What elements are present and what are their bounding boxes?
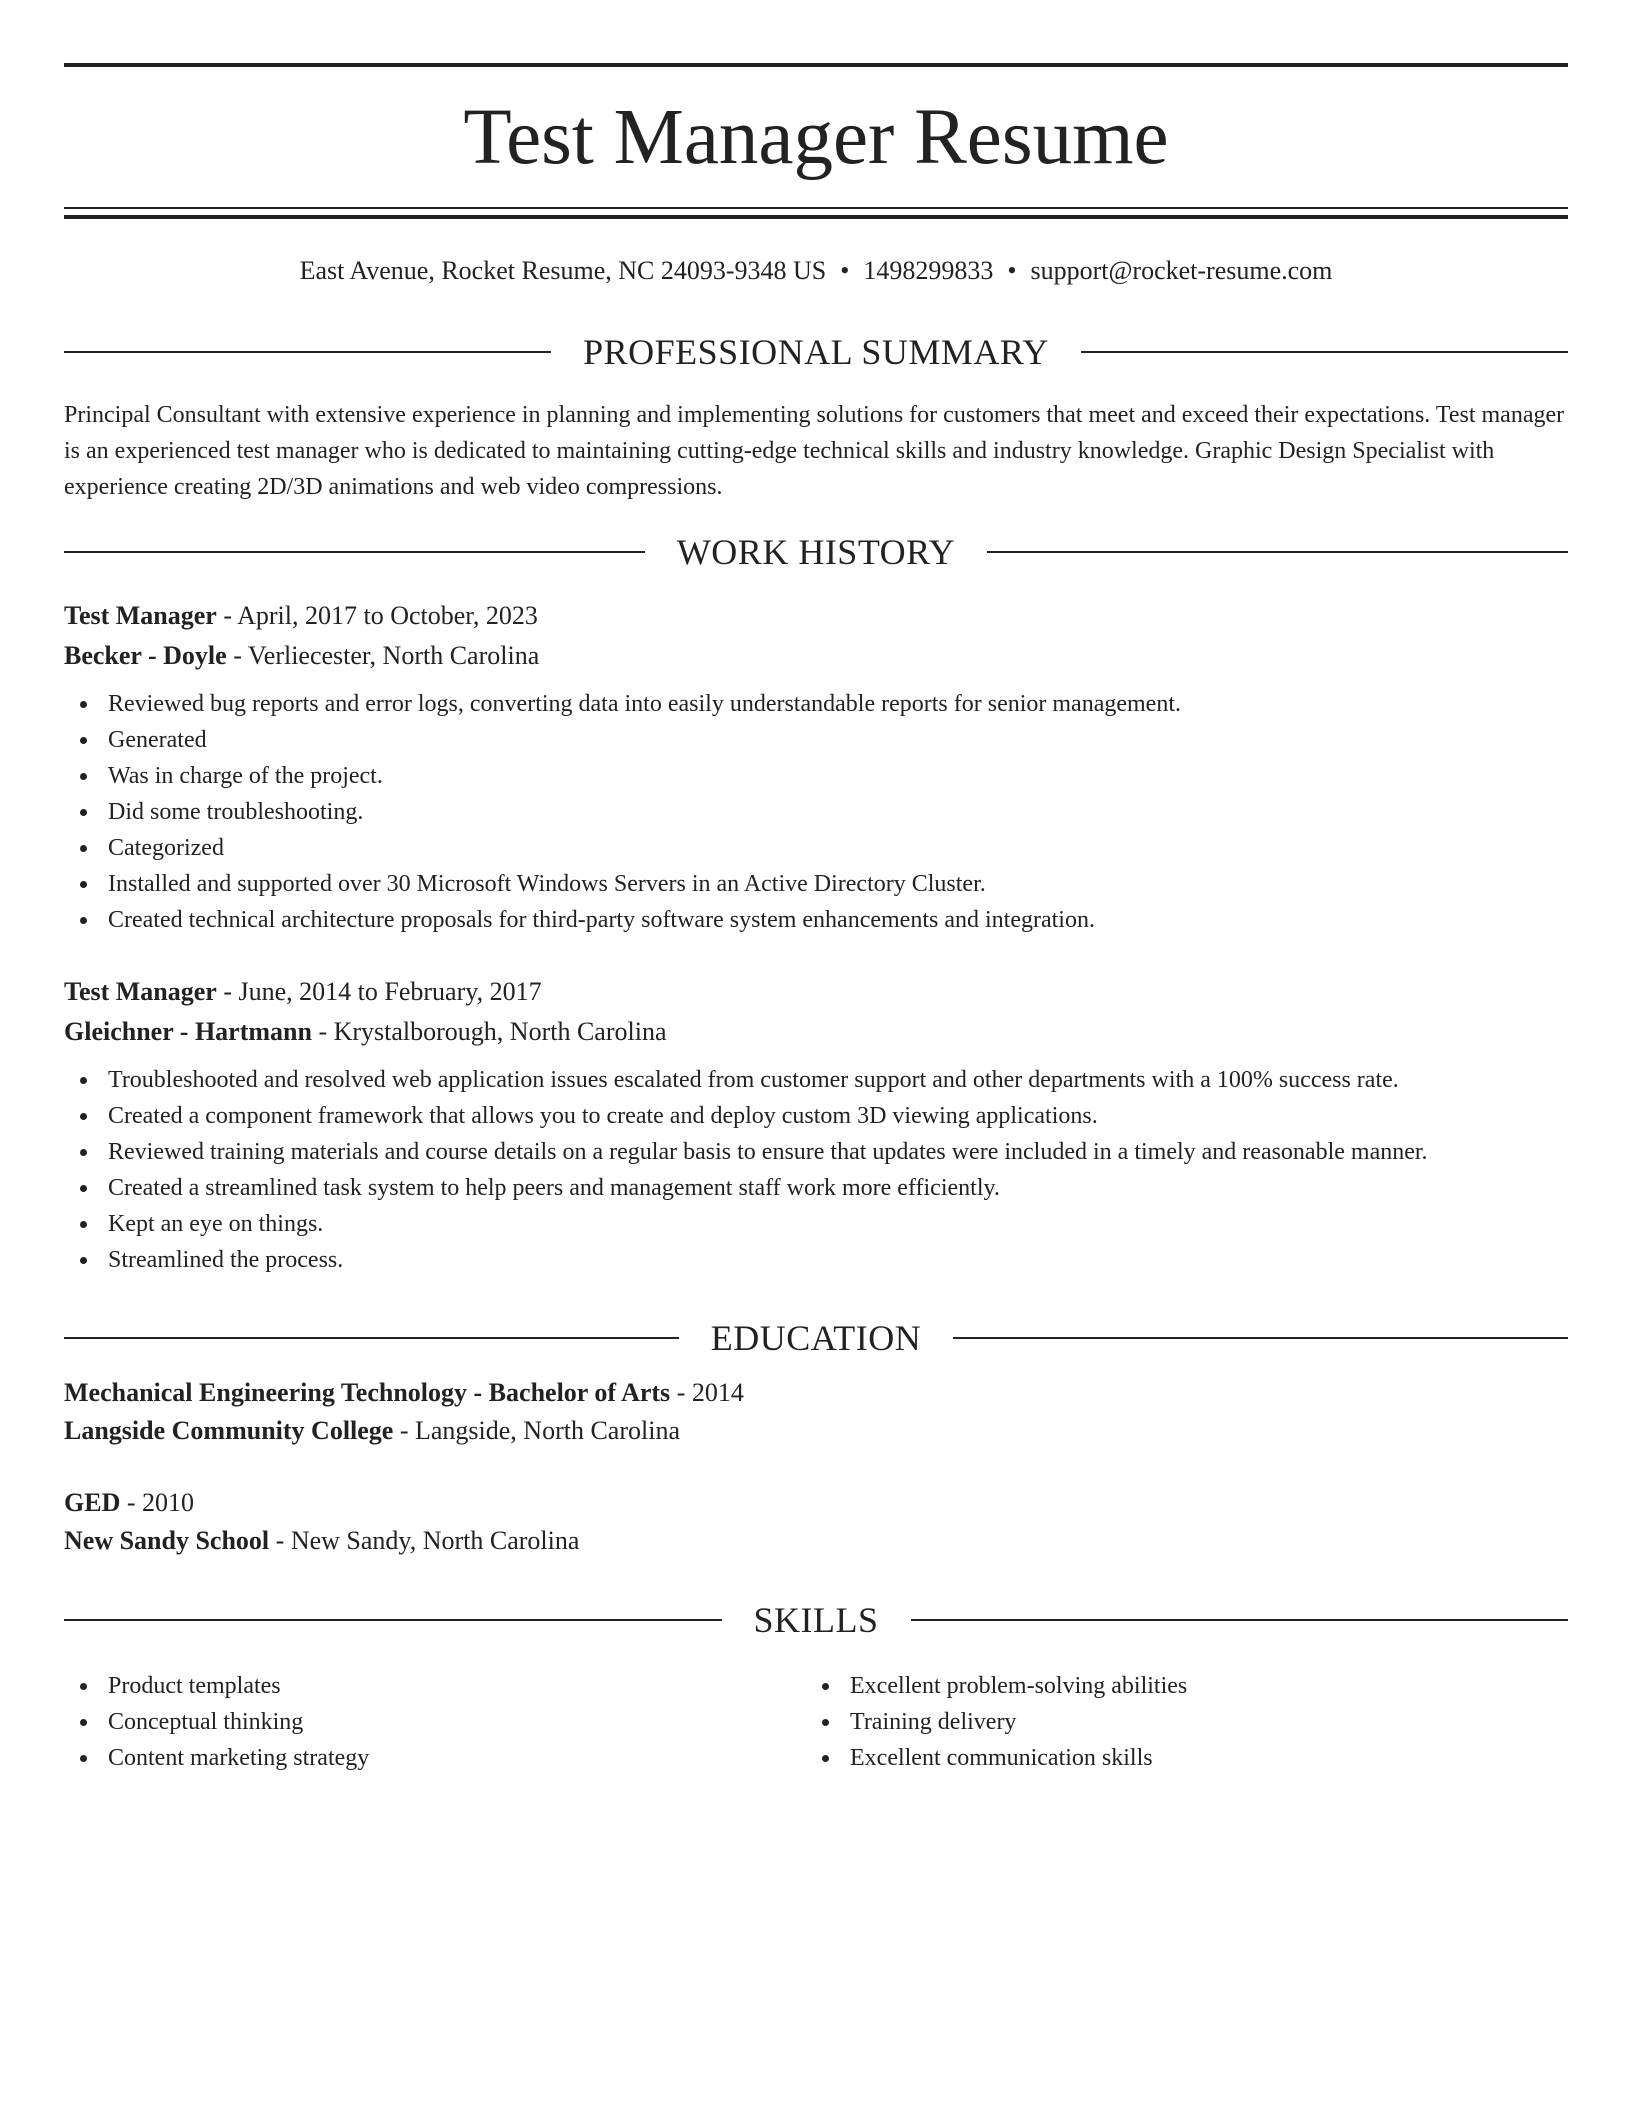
job-title: Test Manager [64, 601, 217, 630]
education-heading [64, 1316, 1568, 1360]
job-bullets [64, 1062, 1568, 1278]
job-bullets [64, 686, 1568, 938]
education-school-line [64, 1412, 1568, 1450]
bullet-text: Created a component framework that allows you to create and deploy custom 3D viewing applications. [108, 1103, 1098, 1129]
skills-column-left [64, 1668, 764, 1776]
job-title: Test Manager [64, 977, 217, 1006]
bullet-icon [80, 1113, 87, 1120]
list-item [64, 1206, 1568, 1242]
education-degree: Mechanical Engineering Technology - Bachelor of Arts [64, 1378, 671, 1407]
heading-rule-left [64, 1619, 722, 1621]
bullet-text: Streamlined the process. [108, 1247, 344, 1273]
title-divider-thick [64, 215, 1568, 219]
list-item [806, 1704, 1506, 1740]
skill-text: Content marketing strategy [108, 1745, 370, 1771]
bullet-icon [822, 1683, 829, 1690]
summary-heading [64, 330, 1568, 374]
list-item [64, 794, 1568, 830]
work-history-heading-label: WORK HISTORY [676, 532, 956, 572]
skill-text: Training delivery [850, 1709, 1017, 1735]
job-company-line [64, 1012, 1568, 1052]
skill-text: Excellent problem-solving abilities [850, 1673, 1188, 1699]
bullet-icon [80, 1185, 87, 1192]
bullet-icon [80, 1719, 87, 1726]
contact-line [64, 254, 1568, 288]
education-school: New Sandy School [64, 1526, 270, 1555]
list-item [64, 1098, 1568, 1134]
bullet-text: Installed and supported over 30 Microsoft Windows Servers in an Active Directory Cluster. [108, 871, 986, 897]
skill-text: Conceptual thinking [108, 1709, 304, 1735]
list-item [64, 902, 1568, 938]
bullet-icon [80, 1683, 87, 1690]
bullet-icon [80, 917, 87, 924]
job-dates: - June, 2014 to February, 2017 [216, 977, 542, 1006]
job-location: - Verliecester, North Carolina [226, 641, 540, 670]
top-divider [64, 63, 1568, 67]
bullet-icon [80, 773, 87, 780]
skill-text: Product templates [108, 1673, 281, 1699]
heading-rule-left [64, 351, 551, 353]
job-title-line [64, 972, 1568, 1012]
bullet-icon [822, 1755, 829, 1762]
list-item [64, 686, 1568, 722]
bullet-text: Reviewed training materials and course details on a regular basis to ensure that updates were included in a timely and reasonable manner. [108, 1139, 1428, 1165]
job-entry [64, 972, 1568, 1278]
summary-heading-label: PROFESSIONAL SUMMARY [583, 332, 1049, 372]
bullet-icon [80, 701, 87, 708]
contact-separator: • [840, 256, 850, 285]
education-year: - 2010 [120, 1488, 195, 1517]
list-item [806, 1668, 1506, 1704]
heading-rule-right [911, 1619, 1569, 1621]
skills-list [806, 1668, 1506, 1776]
education-location: - Langside, North Carolina [393, 1416, 680, 1445]
job-company-line [64, 636, 1568, 676]
skills-list [64, 1668, 764, 1776]
education-school-line [64, 1522, 1568, 1560]
contact-separator: • [1007, 256, 1017, 285]
education-degree: GED [64, 1488, 121, 1517]
list-item [64, 1740, 764, 1776]
education-entry [64, 1374, 1568, 1450]
bullet-text: Created a streamlined task system to help peers and management staff work more efficiently. [108, 1175, 1000, 1201]
list-item [64, 722, 1568, 758]
list-item [64, 758, 1568, 794]
list-item [64, 1242, 1568, 1278]
bullet-icon [80, 737, 87, 744]
contact-address: East Avenue, Rocket Resume, NC 24093-9348 US [299, 256, 827, 285]
bullet-icon [80, 1755, 87, 1762]
bullet-text: Kept an eye on things. [108, 1211, 324, 1237]
heading-rule-right [1081, 351, 1568, 353]
skills-heading [64, 1598, 1568, 1642]
bullet-icon [80, 809, 87, 816]
job-company: Gleichner - Hartmann [64, 1017, 312, 1046]
education-location: - New Sandy, North Carolina [269, 1526, 580, 1555]
job-title-line [64, 596, 1568, 636]
heading-rule-right [987, 551, 1568, 553]
education-degree-line [64, 1374, 1568, 1412]
list-item [64, 830, 1568, 866]
job-entry [64, 596, 1568, 938]
skills-heading-label: SKILLS [753, 1600, 879, 1640]
heading-rule-right [953, 1337, 1568, 1339]
education-school: Langside Community College [64, 1416, 394, 1445]
heading-rule-left [64, 1337, 679, 1339]
job-dates: - April, 2017 to October, 2023 [216, 601, 538, 630]
list-item [64, 1134, 1568, 1170]
list-item [64, 866, 1568, 902]
bullet-text: Was in charge of the project. [108, 763, 383, 789]
bullet-text: Categorized [108, 835, 224, 861]
list-item [64, 1062, 1568, 1098]
skill-text: Excellent communication skills [850, 1745, 1153, 1771]
heading-rule-left [64, 551, 645, 553]
education-degree-line [64, 1484, 1568, 1522]
bullet-icon [80, 1149, 87, 1156]
list-item [64, 1704, 764, 1740]
summary-text: Principal Consultant with extensive experience in planning and implementing solutions for customers that meet and exceed their expectations. Test manager is an experienced test manager who is dedicated to maintaining cutting-edge technical skills and industry knowledge. Graphic Design Specialist with experience creating 2D/3D animations and web video compressions. [64, 402, 1565, 500]
work-history-heading [64, 530, 1568, 574]
education-heading-label: EDUCATION [710, 1318, 922, 1358]
bullet-icon [80, 845, 87, 852]
title-divider-thin [64, 207, 1568, 209]
list-item [64, 1170, 1568, 1206]
bullet-text: Troubleshooted and resolved web application issues escalated from customer support and other departments with a 100% success rate. [108, 1067, 1399, 1093]
bullet-text: Generated [108, 727, 207, 753]
bullet-text: Created technical architecture proposals for third-party software system enhancements and integration. [108, 907, 1095, 933]
contact-phone: 1498299833 [863, 256, 994, 285]
bullet-text: Reviewed bug reports and error logs, converting data into easily understandable reports for senior management. [108, 691, 1181, 717]
resume-title: Test Manager Resume [463, 94, 1169, 181]
bullet-icon [80, 1221, 87, 1228]
skills-column-right [806, 1668, 1506, 1776]
contact-email: support@rocket-resume.com [1030, 256, 1333, 285]
bullet-text: Did some troubleshooting. [108, 799, 364, 825]
bullet-icon [80, 881, 87, 888]
job-company: Becker - Doyle [64, 641, 227, 670]
bullet-icon [80, 1257, 87, 1264]
list-item [64, 1668, 764, 1704]
list-item [806, 1740, 1506, 1776]
bullet-icon [822, 1719, 829, 1726]
education-entry [64, 1484, 1568, 1560]
bullet-icon [80, 1077, 87, 1084]
education-year: - 2014 [670, 1378, 744, 1407]
job-location: - Krystalborough, North Carolina [311, 1017, 667, 1046]
